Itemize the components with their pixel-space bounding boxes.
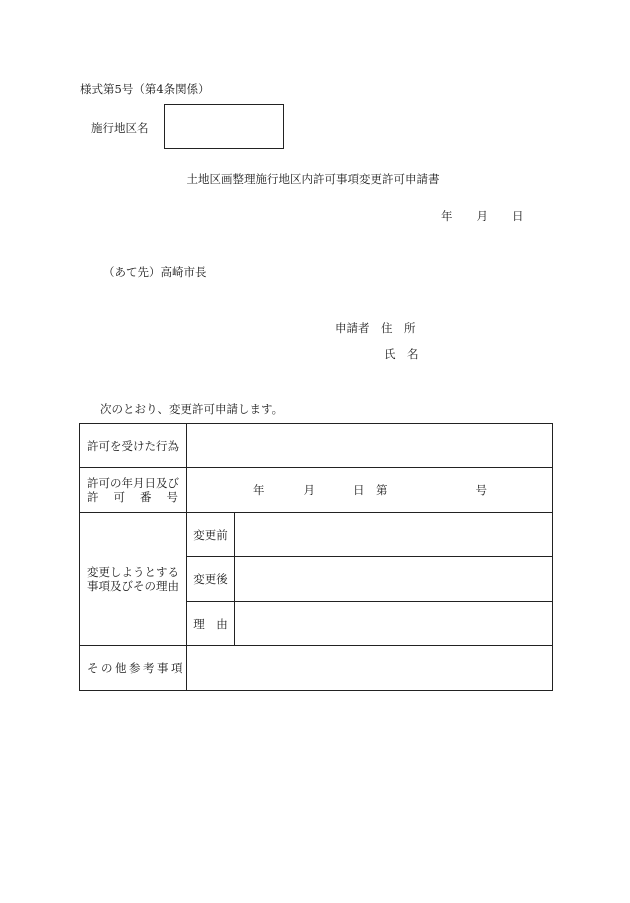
reason-field[interactable] bbox=[235, 602, 553, 646]
application-date[interactable] bbox=[441, 208, 524, 224]
other-notes-field[interactable] bbox=[187, 646, 553, 691]
permit-date-number-label: 許可の年月日及び 許 可 番 号 bbox=[80, 468, 187, 513]
document-title: 土地区画整理施行地区内許可事項変更許可申請書 bbox=[186, 172, 440, 186]
after-change-field[interactable] bbox=[235, 557, 553, 602]
addressee: （あて先）高崎市長 bbox=[103, 265, 207, 279]
other-notes-label: その他参考事項 bbox=[80, 646, 187, 691]
date-year: 年 bbox=[441, 209, 453, 223]
applicant-address-label: 申請者 住 所 bbox=[335, 321, 416, 335]
district-name-label: 施行地区名 bbox=[91, 121, 149, 135]
after-change-label: 変更後 bbox=[187, 557, 235, 602]
change-items-label: 変更しようとする 事項及びその理由 bbox=[80, 513, 187, 646]
permit-year: 年 bbox=[253, 483, 265, 497]
permitted-act-field[interactable] bbox=[187, 424, 553, 468]
reason-label: 理 由 bbox=[187, 602, 235, 646]
permitted-act-label: 許可を受けた行為 bbox=[80, 424, 187, 468]
application-table bbox=[79, 423, 553, 691]
applicant-name-label: 氏 名 bbox=[384, 347, 419, 361]
permit-date-number-field[interactable] bbox=[187, 468, 553, 513]
date-month: 月 bbox=[476, 209, 488, 223]
before-change-label: 変更前 bbox=[187, 513, 235, 557]
date-day: 日 bbox=[512, 209, 524, 223]
permit-number: 号 bbox=[475, 483, 487, 497]
before-change-field[interactable] bbox=[235, 513, 553, 557]
intro-text: 次のとおり、変更許可申請します。 bbox=[100, 402, 284, 416]
form-number: 様式第5号（第4条関係） bbox=[80, 82, 210, 96]
permit-day-no: 日 第 bbox=[353, 483, 388, 497]
permit-month: 月 bbox=[303, 483, 315, 497]
district-name-field[interactable] bbox=[164, 104, 284, 149]
